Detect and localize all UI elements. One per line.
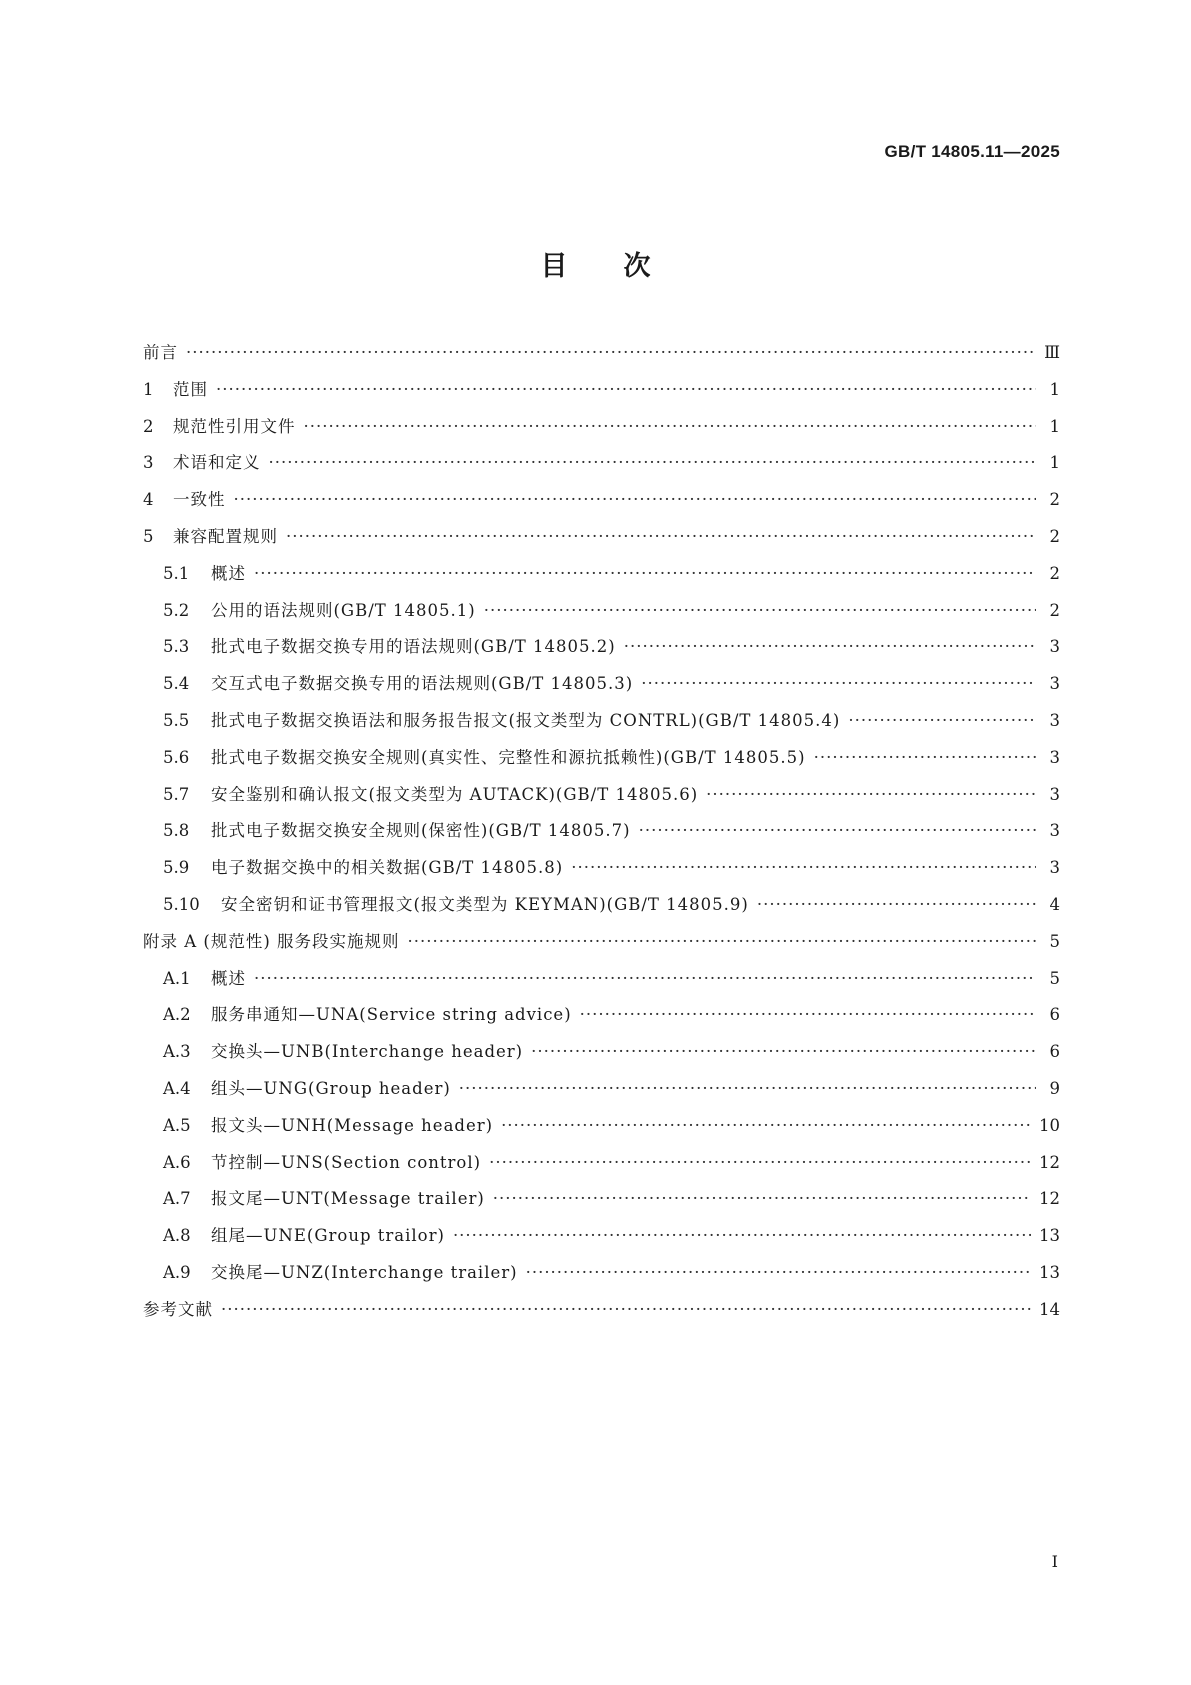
toc-leader-dots [453,1226,1031,1245]
toc-page-number: 2 [1049,563,1060,583]
toc-page-number: 3 [1049,821,1060,841]
toc-entry-number: 5.3 [163,637,190,657]
toc-entry-text: 附录 A (规范性) 服务段实施规则 [143,931,400,951]
toc-entry-text: 批式电子数据交换安全规则(真实性、完整性和源抗抵赖性)(GB/T 14805.5) [211,747,806,767]
toc-entry-a-8[interactable] [143,1222,1060,1259]
toc-leader-dots [286,527,1036,546]
toc-entry-number: 5 [143,526,154,546]
toc-entry-3[interactable] [143,449,1060,486]
toc-entry-text: 组尾—UNE(Group trailor) [211,1226,445,1246]
toc-entry-5-3[interactable] [143,633,1060,670]
toc-entry-5-10[interactable] [143,891,1060,928]
toc-leader-dots [269,453,1037,472]
toc-entry-text: 交互式电子数据交换专用的语法规则(GB/T 14805.3) [211,674,634,694]
toc-entry-text: 组头—UNG(Group header) [211,1078,451,1098]
toc-page-number: Ⅲ [1044,343,1060,362]
toc-leader-dots [234,490,1037,509]
toc-entry-number: 5.6 [163,747,190,767]
toc-entry-number: 5.10 [163,894,200,914]
toc-page-number: 3 [1049,784,1060,804]
toc-entry-4[interactable] [143,486,1060,523]
toc-entry-a-7[interactable] [143,1185,1060,1222]
toc-leader-dots [459,1079,1036,1098]
toc-leader-dots [706,785,1036,804]
toc-page-number: 13 [1039,1262,1060,1282]
toc-entry-number: 5.4 [163,674,190,694]
toc-page-number: 12 [1039,1189,1060,1209]
toc-entry-number: 5.2 [163,600,190,620]
toc-entry-text: 兼容配置规则 [173,526,278,546]
toc-entry-text: 批式电子数据交换专用的语法规则(GB/T 14805.2) [211,637,616,657]
toc-entry-number: A.7 [163,1189,191,1209]
toc-page-number: 2 [1049,490,1060,510]
toc-entry-text: 概述 [211,563,246,583]
toc-leader-dots [580,1005,1036,1024]
toc-leader-dots [186,343,1036,362]
toc-entry-number: 5.1 [163,563,190,583]
toc-entry-text: 报文尾—UNT(Message trailer) [211,1189,485,1209]
toc-entry-number: 3 [143,453,154,473]
toc-entry-bibliography[interactable] [143,1296,1060,1333]
toc-entry-text: 节控制—UNS(Section control) [211,1152,482,1172]
toc-leader-dots [489,1153,1031,1172]
toc-entry-text: 交换尾—UNZ(Interchange trailer) [211,1262,518,1282]
toc-entry-text: 一致性 [173,490,226,510]
toc-page-number: 6 [1049,1005,1060,1025]
toc-entry-text: 概述 [211,968,246,988]
toc-page-number: 9 [1049,1078,1060,1098]
toc-leader-dots [304,417,1037,436]
toc-entry-5-7[interactable] [143,781,1060,818]
toc-entry-a-2[interactable] [143,1001,1060,1038]
toc-entry-5-9[interactable] [143,854,1060,891]
toc-leader-dots [641,674,1036,693]
toc-entry-a-9[interactable] [143,1259,1060,1296]
toc-entry-text: 报文头—UNH(Message header) [211,1115,494,1135]
toc-entry-a-1[interactable] [143,965,1060,1002]
toc-entry-text: 电子数据交换中的相关数据(GB/T 14805.8) [211,858,564,878]
toc-entry-foreword[interactable] [143,339,1060,376]
toc-page-number: 2 [1049,526,1060,546]
toc-entry-5-2[interactable] [143,597,1060,634]
toc-entry-a-6[interactable] [143,1149,1060,1186]
page-title: 目次 [540,251,707,282]
toc-entry-text: 规范性引用文件 [173,416,296,436]
toc-entry-number: 2 [143,416,154,436]
toc-page-number: 2 [1049,600,1060,620]
toc-page-number: 1 [1049,379,1060,399]
toc-page-number: 3 [1049,858,1060,878]
toc-entry-1[interactable] [143,376,1060,413]
toc-leader-dots [254,969,1036,988]
toc-entry-5-4[interactable] [143,670,1060,707]
toc-entry-text: 批式电子数据交换语法和服务报告报文(报文类型为 CONTRL)(GB/T 14805.4) [211,710,841,730]
toc-entry-5-6[interactable] [143,744,1060,781]
toc-leader-dots [221,1300,1031,1319]
toc-page-number: 3 [1049,674,1060,694]
toc-page-number: 1 [1049,416,1060,436]
toc-entry-2[interactable] [143,413,1060,450]
toc-entry-text: 范围 [173,379,208,399]
toc-entry-text: 术语和定义 [173,453,261,473]
toc-entry-number: A.9 [163,1262,191,1282]
toc-leader-dots [408,932,1036,951]
toc-leader-dots [571,858,1036,877]
toc-entry-5[interactable] [143,523,1060,560]
toc-leader-dots [531,1042,1036,1061]
toc-leader-dots [484,601,1036,620]
toc-entry-text: 批式电子数据交换安全规则(保密性)(GB/T 14805.7) [211,821,631,841]
page-number: I [1051,1552,1058,1571]
toc-entry-a-5[interactable] [143,1112,1060,1149]
toc-entry-number: 5.5 [163,710,190,730]
toc-leader-dots [639,821,1036,840]
toc-page-number: 10 [1039,1115,1060,1135]
toc-page-number: 5 [1049,931,1060,951]
toc-entry-number: A.5 [163,1115,191,1135]
toc-entry-number: A.3 [163,1042,191,1062]
toc-leader-dots [848,711,1036,730]
toc-page-number: 1 [1049,453,1060,473]
toc-leader-dots [493,1189,1031,1208]
toc-entry-number: A.1 [163,968,191,988]
toc-entry-text: 交换头—UNB(Interchange header) [211,1042,524,1062]
toc-entry-number: 4 [143,490,154,510]
toc-entry-text: 参考文献 [143,1299,213,1319]
toc-page-number: 3 [1049,747,1060,767]
toc-leader-dots [526,1263,1031,1282]
toc-entry-a-3[interactable] [143,1038,1060,1075]
toc-page-number: 14 [1039,1299,1060,1319]
toc-leader-dots [254,564,1036,583]
toc-entry-text: 服务串通知—UNA(Service string advice) [211,1005,572,1025]
toc-entry-text: 前言 [143,343,178,362]
toc-entry-5-1[interactable] [143,560,1060,597]
toc-leader-dots [624,637,1036,656]
toc-entry-number: A.2 [163,1005,191,1025]
toc-page-number: 5 [1049,968,1060,988]
toc-page-number: 4 [1049,894,1060,914]
toc-entry-5-5[interactable] [143,707,1060,744]
toc-page-number: 12 [1039,1152,1060,1172]
toc-page-number: 3 [1049,710,1060,730]
toc-entry-text: 公用的语法规则(GB/T 14805.1) [211,600,476,620]
toc-entry-number: 1 [143,379,154,399]
table-of-contents [143,339,1060,1333]
toc-entry-number: 5.9 [163,858,190,878]
toc-leader-dots [216,380,1036,399]
toc-entry-number: 5.8 [163,821,190,841]
toc-page-number: 13 [1039,1226,1060,1246]
standard-code: GB/T 14805.11—2025 [884,142,1060,161]
toc-entry-number: A.8 [163,1226,191,1246]
toc-entry-annex-a[interactable] [143,928,1060,965]
toc-entry-number: 5.7 [163,784,190,804]
toc-entry-a-4[interactable] [143,1075,1060,1112]
toc-leader-dots [814,748,1036,767]
toc-leader-dots [501,1116,1031,1135]
toc-entry-text: 安全鉴别和确认报文(报文类型为 AUTACK)(GB/T 14805.6) [211,784,699,804]
toc-entry-5-8[interactable] [143,817,1060,854]
toc-leader-dots [757,895,1036,914]
toc-entry-text: 安全密钥和证书管理报文(报文类型为 KEYMAN)(GB/T 14805.9) [221,894,749,914]
toc-page-number: 3 [1049,637,1060,657]
toc-page-number: 6 [1049,1042,1060,1062]
toc-entry-number: A.6 [163,1152,191,1172]
toc-entry-number: A.4 [163,1078,191,1098]
